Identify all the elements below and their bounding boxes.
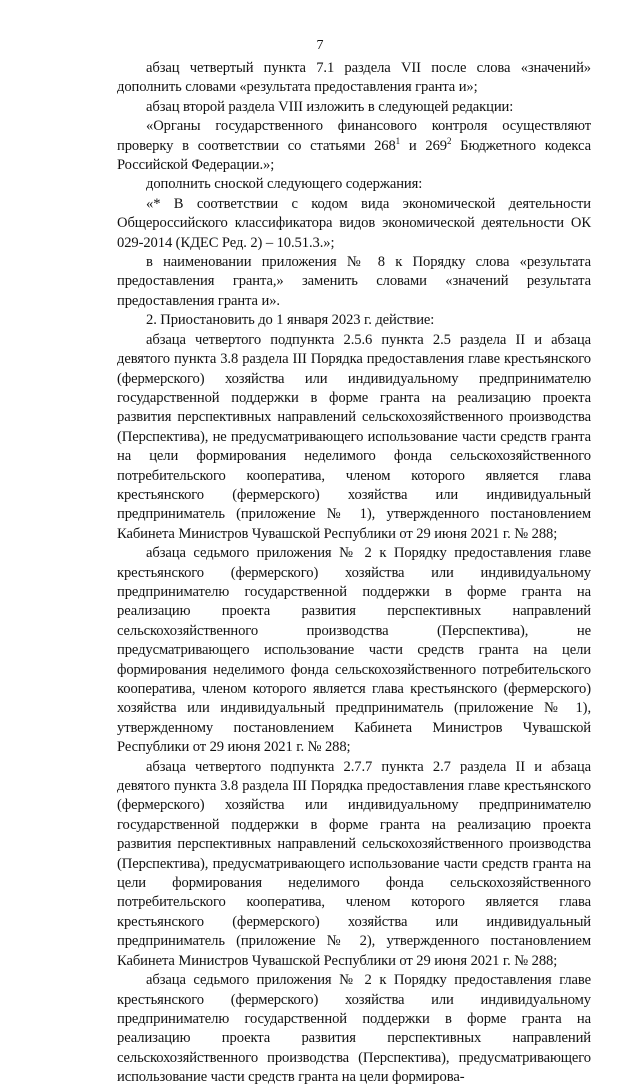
superscript-1: 1 — [395, 135, 401, 146]
paragraph-9: абзаца седьмого приложения № 2 к Порядку предоставления главе крестьянского (фермерского) хозяйства или индивидуальному предпринимателю государственной поддержки в форме гранта на реализацию проекта развития перспективных направлений сельскохозяйственного производства (Перспектива), не предусматривающего использование части средств гранта на цели формирования неделимого фонда сельскохозяйственного потребительского кооператива, членом которого является глава крестьянского (фермерского) хозяйства или индивидуальный предприниматель (приложение № 1), утвержденному постановлением Кабинета Министров Чувашской Республики от 29 июня 2021 г. № 288; — [117, 545, 591, 756]
paragraph-3-text-before: «Органы государственного финансового контроля осуществляют проверку в соответствии со статьями 268 — [117, 118, 591, 154]
paragraph-6: в наименовании приложения № 8 к Порядку слова «результата предоставления гранта,» заменить словами «значений результата предоставления гранта и». — [117, 254, 591, 309]
paragraph-10: абзаца четвертого подпункта 2.7.7 пункта 2.7 раздела II и абзаца девятого пункта 3.8 раздела III Порядка предоставления главе крестьянского (фермерского) хозяйства или индивидуальному предпринимателю государственной поддержки в форме гранта на реализацию проекта развития перспективных направлений сельскохозяйственного производства (Перспектива), предусматривающего использование части средств гранта на цели формирования неделимого фонда сельскохозяйственного потребительского кооператива, членом которого является глава крестьянского (фермерского) хозяйства или индивидуальный предприниматель (приложение № 2), утвержденного постановлением Кабинета Министров Чувашской Республики от 29 июня 2021 г. № 288; — [117, 758, 591, 969]
paragraph-11: абзаца седьмого приложения № 2 к Порядку предоставления главе крестьянского (фермерского) хозяйства или индивидуальному предпринимателю государственной поддержки в форме гранта на реализацию проекта развития перспективных направлений сельскохозяйственного производства (Перспектива), предусматривающего использование части средств гранта на цели формирова- — [117, 972, 591, 1086]
paragraph-5: «* В соответствии с кодом вида экономической деятельности Общероссийского классификатора видов экономической деятельности ОК 029-2014 (КДЕС Ред. 2) – 10.51.3.»; — [117, 195, 591, 251]
page-number: 7 — [316, 38, 324, 53]
paragraph-8: абзаца четвертого подпункта 2.5.6 пункта 2.5 раздела II и абзаца девятого пункта 3.8 раздела III Порядка предоставления главе крестьянского (фермерского) хозяйства или индивидуальному предпринимателю государственной поддержки в форме гранта на реализацию проекта развития перспективных направлений сельскохозяйственного производства (Перспектива), не предусматривающего использование части средств гранта на цели формирования неделимого фонда сельскохозяйственного потребительского кооператива, членом которого является глава крестьянского (фермерского) хозяйства или индивидуальный предприниматель (приложение № 1), утвержденного постановлением Кабинета Министров Чувашской Республики от 29 июня 2021 г. № 288; — [117, 331, 591, 542]
paragraph-3-text-after: Бюджетного кодекса Российской Федерации.»; — [117, 137, 591, 174]
paragraph-4: дополнить сноской следующего содержания: — [146, 176, 423, 193]
paragraph-1: абзац четвертый пункта 7.1 раздела VII после слова «значений» дополнить словами «результата предоставления гранта и»; — [117, 60, 591, 96]
paragraph-3 — [117, 117, 591, 175]
paragraph-3-text-middle: и 269 — [400, 137, 447, 154]
document-body — [117, 59, 591, 1088]
paragraph-2: абзац второй раздела VIII изложить в следующей редакции: — [146, 98, 514, 115]
paragraph-7: 2. Приостановить до 1 января 2023 г. действие: — [146, 312, 435, 329]
superscript-2: 2 — [446, 135, 452, 146]
